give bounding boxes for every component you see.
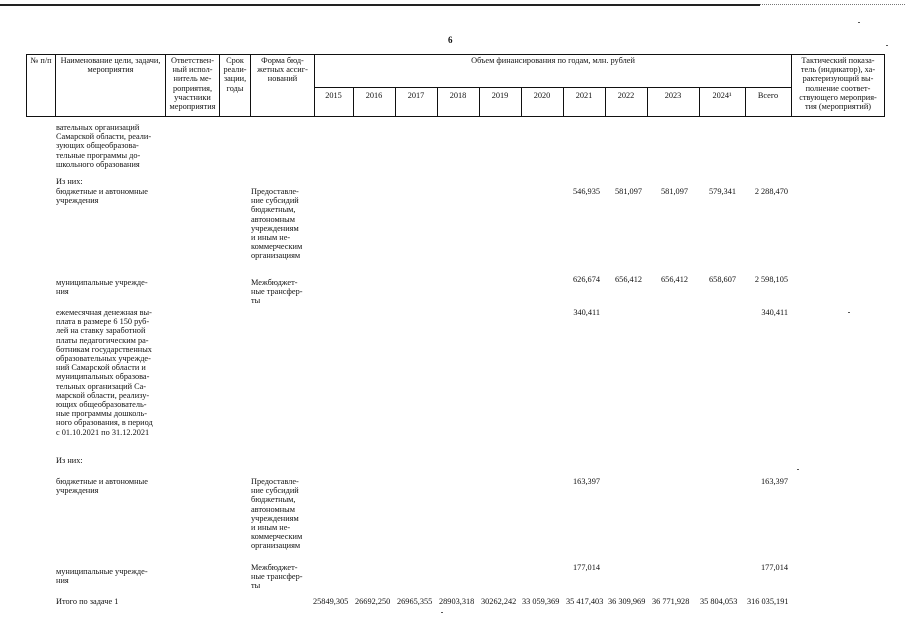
total-2016: 26692,250 — [355, 597, 391, 606]
cell-value: 163,397 — [573, 477, 600, 486]
year-2024: 2024¹ — [712, 91, 732, 100]
total-2021: 35 417,403 — [566, 597, 604, 606]
header-form: Форма бюд- жетных ассиг- нований — [257, 56, 308, 84]
cell-value: 2 598,105 — [754, 275, 788, 284]
row-name: Из них: — [56, 456, 83, 465]
cell-value: 626,674 — [573, 275, 600, 284]
year-2017: 2017 — [407, 91, 425, 100]
year-2015: 2015 — [325, 91, 342, 100]
scan-speck — [797, 469, 799, 470]
total-label: Итого по задаче 1 — [56, 597, 119, 606]
years-header-divider — [314, 87, 791, 88]
cell-value: 656,412 — [661, 275, 688, 284]
header-num: № п/п — [30, 56, 52, 65]
row-form: Предоставле- ние субсидий бюджетным, автономным учреждениям и иным не- коммерческим организациям — [251, 187, 303, 261]
year-2016: 2016 — [365, 91, 383, 100]
year-2022: 2022 — [617, 91, 635, 100]
cell-value: 2 288,470 — [754, 187, 788, 196]
cell-value: 340,411 — [761, 308, 788, 317]
cell-value: 340,411 — [573, 308, 600, 317]
scan-speck — [441, 612, 443, 613]
total-2022: 36 309,969 — [608, 597, 646, 606]
year-2018: 2018 — [449, 91, 467, 100]
cell-value: 656,412 — [615, 275, 642, 284]
row-form: Межбюджет- ные трансфер- ты — [251, 563, 303, 591]
header-name: Наименование цели, задачи, мероприятия — [60, 56, 161, 75]
total-2017: 26965,355 — [397, 597, 433, 606]
row-name: бюджетные и автономные учреждения — [56, 477, 148, 496]
scan-speck — [886, 45, 888, 46]
year-2019: 2019 — [491, 91, 509, 100]
cell-value: 546,935 — [573, 187, 600, 196]
total-2023: 36 771,928 — [652, 597, 690, 606]
year-2023: 2023 — [664, 91, 682, 100]
cell-value: 163,397 — [761, 477, 788, 486]
total-2024: 35 804,053 — [700, 597, 738, 606]
header-volume: Объем финансирования по годам, млн. рублей — [471, 56, 635, 65]
cell-value: 177,014 — [573, 563, 600, 572]
cell-value: 579,341 — [709, 187, 736, 196]
cell-value: 581,097 — [661, 187, 688, 196]
row-name: муниципальные учрежде- ния — [56, 567, 148, 586]
year-2021: 2021 — [575, 91, 593, 100]
scan-speck — [858, 22, 860, 23]
header-indicator: Тактический показа- тель (индикатор), ха- рактеризующий вы- полнение соответ- ствующего мероприя- тия (мероприятий) — [799, 56, 877, 112]
row-form: Предоставле- ние субсидий бюджетным, автономным учреждениям и иным не- коммерческим организациям — [251, 477, 303, 551]
header-bottom-border — [26, 116, 884, 117]
row-name: муниципальные учрежде- ния — [56, 278, 148, 297]
scan-speck — [848, 312, 850, 313]
table-top-border — [26, 54, 884, 55]
row-name: ежемесячная денежная вы- плата в размере 6 150 руб- лей на ставку заработной платы педагогическим ра- ботникам государственных образовательных учрежде- ний Самарской области и муниципальных образова- тельных организаций Са- марской области, реализу- ющих общеобразователь- ные программы дошколь- ного образования, в период с 01.10.2021 по 31.12.2021 — [56, 308, 153, 437]
total-2015: 25849,305 — [313, 597, 349, 606]
header-responsible: Ответствен- ный испол- нитель ме- роприятия, участники мероприятия — [169, 56, 216, 112]
total-all: 316 035,191 — [747, 597, 789, 606]
total-2018: 28903,318 — [439, 597, 475, 606]
total-2019: 30262,242 — [481, 597, 517, 606]
row-name: бюджетные и автономные учреждения — [56, 187, 148, 206]
row-name: вательных организаций Самарской области, реали- зующих общеобразова- тельные программы до- школьного образования — [56, 123, 152, 169]
row-form: Межбюджет- ные трансфер- ты — [251, 278, 303, 306]
row-name: Из них: — [56, 177, 83, 186]
cell-value: 658,607 — [709, 275, 736, 284]
total-2020: 33 059,369 — [522, 597, 560, 606]
cell-value: 581,097 — [615, 187, 642, 196]
header-term: Срок реали- зации, годы — [223, 56, 247, 93]
page-number: 6 — [448, 35, 453, 45]
cell-value: 177,014 — [761, 563, 788, 572]
year-2020: 2020 — [533, 91, 551, 100]
year-total: Всего — [757, 91, 779, 100]
col-line — [884, 54, 885, 117]
